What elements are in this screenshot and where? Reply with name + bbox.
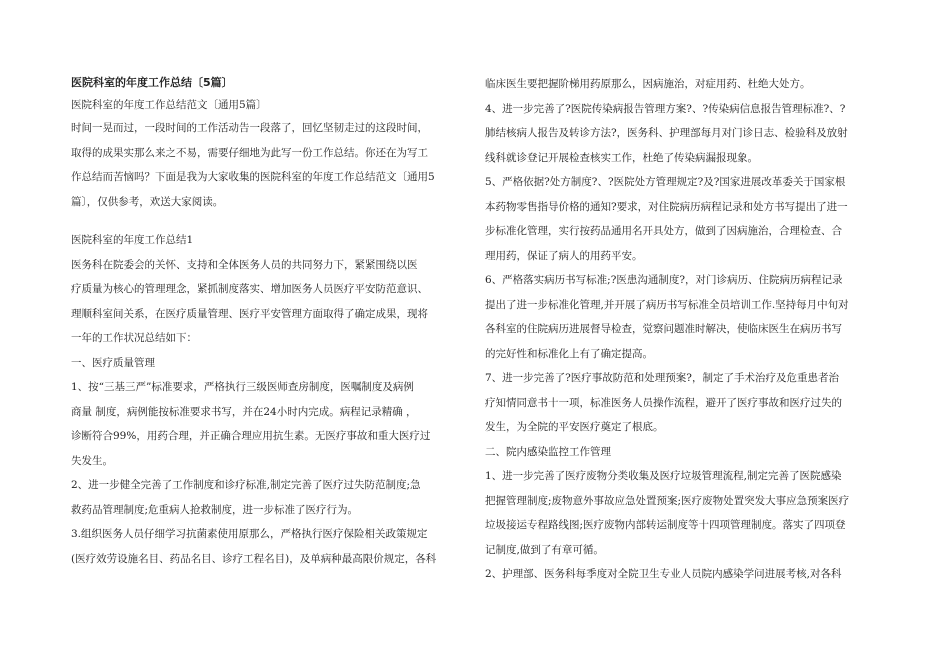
right-column xyxy=(485,72,880,587)
body-line: 1、进一步完善了医疗废物分类收集及医疗垃圾管理流程,制定完善了医院感染 xyxy=(485,470,842,482)
body-line: 把握管理制度;废物意外事故应急处置预案;医疗废物处置突发大事应急预案医疗 xyxy=(485,494,850,507)
subsection-heading: 一、医疗质量管理 xyxy=(71,356,155,369)
body-line: 临床医生要把握阶梯用药原那么，因病施治，对症用药、杜绝大处方。 xyxy=(485,78,811,90)
intro-line: 取得的成果实那么来之不易，需要仔细地为此写一份工作总结。你还在为写工 xyxy=(71,146,428,159)
body-line: 5、严格依据?处方制度?、?医院处方管理规定?及?国家进展改革委关于国家根 xyxy=(485,176,846,188)
body-line: 疗知情同意书十一项，标准医务人员操作流程，避开了医疗事故和医疗过失的 xyxy=(485,396,842,409)
body-line: 的完好性和标准化上有了确定提高。 xyxy=(485,347,653,360)
paragraph-gap xyxy=(71,214,466,228)
intro-subtitle: 医院科室的年度工作总结范文〔通用5篇〕 xyxy=(71,99,267,111)
body-line: 记制度,做到了有章可循。 xyxy=(485,543,604,556)
body-line: 6、严格落实病历书写标准;?医患沟通制度?，对门诊病历、住院病历病程记录 xyxy=(485,274,843,286)
document-title: 医院科室的年度工作总结〔5篇〕 xyxy=(71,76,233,89)
body-line: 1、按“三基三严”标准要求，严格执行三级医师查房制度，医嘱制度及病例 xyxy=(71,381,414,393)
body-line: 7、进一步完善了?医疗事故防范和处理预案?，制定了手术治疗及危重患者治 xyxy=(485,372,839,384)
body-line: 一年的工作状况总结如下： xyxy=(71,332,197,344)
body-line: 肺结核病人报告及转诊方法?，医务科、护理部每月对门诊日志、检验科及放射 xyxy=(485,127,848,139)
intro-line: 时间一晃而过，一段时间的工作活动告一段落了，回忆坚韧走过的这段时间， xyxy=(71,122,428,134)
body-line: 本药物零售指导价格的通知?要求，对住院病历病程记录和处方书写提出了进一 xyxy=(485,200,848,213)
body-line: 3.组织医务人员仔细学习抗菌素使用原那么，严格执行医疗保险相关政策规定 xyxy=(71,528,428,540)
body-line: 提出了进一步标准化管理,并开展了病历书写标准全员培训工作.坚持每月中旬对 xyxy=(485,298,849,311)
body-line: 各科室的住院病历进展督导检查，觉察问题准时解决，使临床医生在病历书写 xyxy=(485,323,842,335)
body-line: 救药品管理制度;危重病人抢救制度，进一步标准了医疗行为。 xyxy=(71,503,359,516)
body-line: 理用药，保证了病人的用药平安。 xyxy=(485,249,643,262)
body-line: (医疗效劳设施名目、药品名目、诊疗工程名目)，及单病种最高限价规定，各科 xyxy=(71,552,437,565)
body-line: 线科就诊登记开展检查核实工作，杜绝了传染病漏报现象。 xyxy=(485,151,758,164)
body-line: 失发生。 xyxy=(71,454,113,467)
left-column xyxy=(71,72,466,571)
body-line: 4、进一步完善了?医院传染病报告管理方案?、?传染病信息报告管理标准?、? xyxy=(485,102,846,115)
body-line: 2、进一步健全完善了工作制度和诊疗标准,制定完善了医疗过失防范制度;急 xyxy=(71,479,421,491)
section-heading: 医院科室的年度工作总结1 xyxy=(71,234,194,246)
body-line: 垃圾接运专程路线图;医疗废物内部转运制度等十四项管理制度。落实了四项登 xyxy=(485,519,846,531)
body-line: 2、护理部、医务科每季度对全院卫生专业人员院内感染学问进展考核,对各科 xyxy=(485,568,842,580)
body-line: 步标准化管理，实行按药品通用名开具处方，做到了因病施治，合理检查、合 xyxy=(485,225,842,237)
body-line: 发生，为全院的平安医疗奠定了根底。 xyxy=(485,421,664,433)
body-line: 医务科在院委会的关怀、支持和全体医务人员的共同努力下，紧紧围绕以医 xyxy=(71,258,418,271)
subsection-heading: 二、院内感染监控工作管理 xyxy=(485,445,611,458)
body-line: 理顺科室间关系，在医疗质量管理、医疗平安管理方面取得了确定成果，现将 xyxy=(71,307,428,320)
body-line: 商量 制度，病例能按标准要求书写，并在24小时内完成。病程记录精确 ， xyxy=(71,405,417,418)
body-line: 疗质量为核心的管理理念，紧抓制度落实、增加医务人员医疗平安防范意识、 xyxy=(71,283,428,295)
intro-line: 作总结而苦恼吗？下面是我为大家收集的医院科室的年度工作总结范文〔通用5 xyxy=(71,171,435,183)
body-line: 诊断符合99%，用药合理，并正确合理应用抗生素。无医疗事故和重大医疗过 xyxy=(71,430,431,442)
intro-line: 篇〕，仅供参考，欢送大家阅读。 xyxy=(71,195,224,208)
